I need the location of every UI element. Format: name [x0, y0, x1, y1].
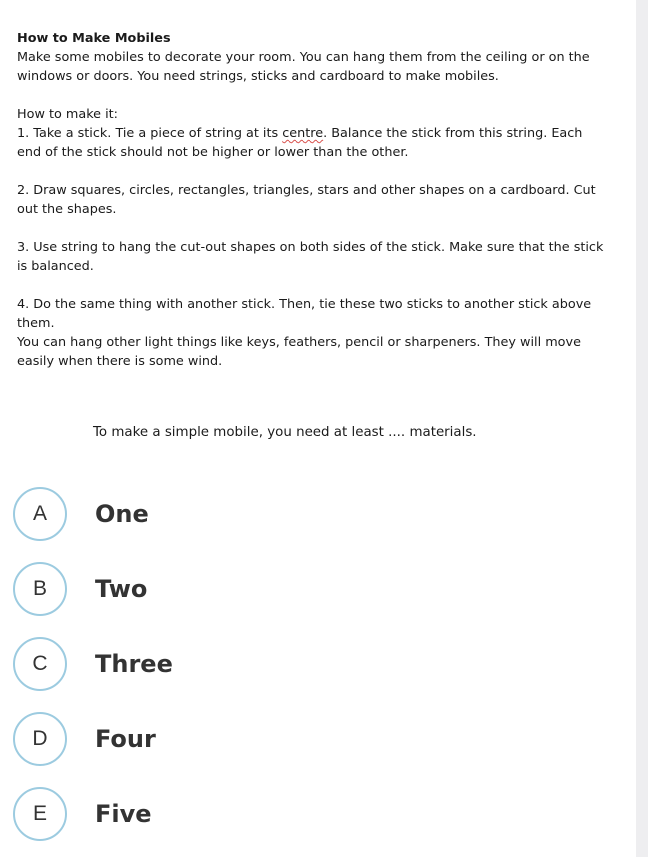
right-scroll-strip — [636, 0, 648, 857]
option-d-text[interactable]: Four — [95, 725, 156, 753]
paragraph-gap — [17, 219, 607, 238]
option-a-text[interactable]: One — [95, 500, 149, 528]
step-2: 2. Draw squares, circles, rectangles, triangles, stars and other shapes on a cardboard. Cut out the shapes. — [17, 183, 596, 217]
passage-intro: Make some mobiles to decorate your room. You can hang them from the ceiling or on the windows or doors. You need strings, sticks and cardboard to make mobiles. — [17, 50, 590, 84]
option-b-text[interactable]: Two — [95, 575, 148, 603]
step-1-start: 1. Take a stick. Tie a piece of string at its — [17, 126, 283, 141]
question-text: To make a simple mobile, you need at least .... materials. — [93, 425, 477, 440]
option-c-letter-circle[interactable]: C — [13, 637, 67, 691]
option-e-letter-circle[interactable]: E — [13, 787, 67, 841]
misspelled-word-centre: centre — [282, 126, 324, 141]
option-a-letter-circle[interactable]: A — [13, 487, 67, 541]
option-b[interactable] — [13, 562, 173, 616]
option-d-letter-circle[interactable]: D — [13, 712, 67, 766]
option-d[interactable] — [13, 712, 173, 766]
option-e-text[interactable]: Five — [95, 800, 152, 828]
option-c-text[interactable]: Three — [95, 650, 173, 678]
paragraph-gap — [17, 86, 607, 105]
step-1 — [17, 124, 607, 162]
passage-title: How to Make Mobiles — [17, 31, 171, 46]
option-c[interactable] — [13, 637, 173, 691]
paragraph-gap — [17, 162, 607, 181]
answer-options — [13, 487, 173, 862]
step-1-end: . Balance the stick from this string. Each end of the stick should not be higher or lower than the other. — [17, 126, 583, 160]
how-to-label: How to make it: — [17, 107, 118, 122]
option-b-letter-circle[interactable]: B — [13, 562, 67, 616]
option-a[interactable] — [13, 487, 173, 541]
paragraph-gap — [17, 276, 607, 295]
step-3: 3. Use string to hang the cut-out shapes on both sides of the stick. Make sure that the stick is balanced. — [17, 240, 604, 274]
step-4: 4. Do the same thing with another stick. Then, tie these two sticks to another stick above them. — [17, 297, 592, 331]
option-e[interactable] — [13, 787, 173, 841]
reading-passage — [17, 29, 607, 371]
passage-closing: You can hang other light things like keys, feathers, pencil or sharpeners. They will move easily when there is some wind. — [17, 335, 581, 369]
